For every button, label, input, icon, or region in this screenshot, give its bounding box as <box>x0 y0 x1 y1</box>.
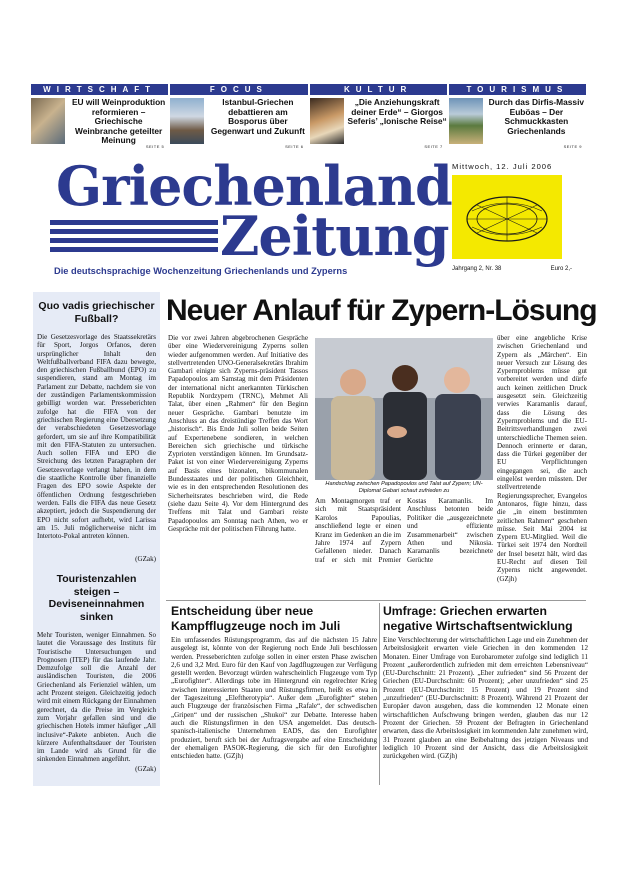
article-body-touristen: Mehr Touristen, weniger Einnahmen. So lautet die Voraussage des Instituts für Touristische Untersuchungen und Prognosen (ITEP) für das laufende Jahr. Demzufolge soll die Anzahl der ausländischen Touristen, die 2006 Griechenland als Ferienziel wählen, um acht Prozent steigen. Gleichzeitig jedoch wird mit einem Rückgang der Einnahmen gerechnet, da die Preise im Vergleich zum Vorjahr gefallen sind und die griechischen Hotels immer häufiger „All inclusive“-Pakete anbieten. Auch die kürzere Aufenthaltsdauer der Touristen im Lande wird als Grund für die sinkenden Einnahmen angeführt. <box>37 631 156 764</box>
teaser-focus[interactable] <box>170 84 307 152</box>
article-body-umfrage: Eine Verschlechterung der wirtschaftlichen Lage und ein Zunehmen der Arbeitslosigkeit erwarten viele Griechen in den kommenden 12 Monaten. Einer Umfrage von Eurobarometer zufolge sind lediglich 11 Prozent „außerordentlich zufrieden mit dem erreichten Lebensniveau“ (EU-Durchschnitt: 21 Prozent). „Eher zufrieden“ sind 56 Prozent der Griechen (EU-Durchschnitt: 60 Prozent); „eher unzufrieden“ sind 25 Prozent (EU-Durchschnitt: 15 Prozent) und 19 Prozent sind „unzufrieden“ (EU-Durchschnitt: 8 Prozent). Während 21 Prozent der Europäer davon ausgehen, dass die kommenden 12 Monate einen wirtschaftlichen Aufschwung bringen werden, glauben das nur 12 Prozent der Griechen. 59 Prozent der Befragten in Griechenland erwarten, dass die Arbeitslosigkeit im kommenden Jahr zunehmen wird, 31 Prozent glauben an eine Beibehaltung des jetzigen Niveaus und lediglich 10 Prozent sind der Ansicht, dass die Arbeitslosigkeit zurückgehen wird. (GZjh) <box>383 636 588 761</box>
photo-caption: Handschlag zwischen Papadopoulos und Talat auf Zypern; UN-Diplomat Gabari schaut zufrieden zu <box>325 481 483 494</box>
section-label: FOCUS <box>170 84 307 95</box>
article-headline-touristen[interactable]: Touristenzahlen steigen – Deviseneinnahmen sinken <box>48 573 145 623</box>
teaser-photo <box>31 98 65 144</box>
lead-body-col1: Die vor zwei Jahren abgebrochenen Gespräche über eine Wiedervereinigung Zyperns sollen wieder aufgenommen werden. Auf Initiative des stellvertretenden UNO-Generalsekretärs Ibrahim Gambari einigte sich Zyperns-präsident Tassos Papadopoulos am Samstag mit dem Präsidenten der international nicht anerkannten Türkischen Republik Nordzypern (TRNC), Mehmet Ali Talat, über einen „Rahmen“ für den Beginn neuer Gespräche. Gambari benutzte im Anschluss an das dreistündige Treffen das Wort „historisch“. Bis Ende Juli sollen beide Seiten auf Expertenebene sondieren, in welchen Bereichen sich griechische und türkische Zyprioten verständigen können. Im Grundsatz-Paket ist von einer Wiedervereinigung Zyperns auf Basis eines bizonalen, bikommunalen Bundesstaates und der politischen Gleichheit, wie es in den entsprechenden Resolutionen des Sicherheitsrates beschrieben wird, die Rede (siehe dazu Seite 4). Vor dem Hintergrund des Treffens mit Talat und Gambari reiste Papadopoulos am Sonntag nach Athen, wo er Gespräche mit der politischen Führung hatte. <box>168 334 308 533</box>
teaser-strip <box>31 84 586 152</box>
issue-info <box>452 162 584 272</box>
article-author: (GZak) <box>135 765 156 773</box>
eu-stars-logo <box>452 175 562 259</box>
article-headline-umfrage[interactable]: Umfrage: Griechen erwarten negative Wirtschaftsentwicklung <box>383 604 573 633</box>
article-author: (GZak) <box>135 555 156 563</box>
teaser-photo <box>449 98 483 144</box>
masthead-stripes <box>50 220 218 260</box>
teaser-headline: Durch das Dirfis-Massiv Euböas – Der Schmuckkasten Griechenlands <box>488 97 585 136</box>
masthead-tagline: Die deutschsprachige Wochenzeitung Griechenlands und Zyperns <box>54 266 348 276</box>
article-headline-fussball[interactable]: Quo vadis griechischer Fußball? <box>38 300 155 325</box>
section-label: TOURISMUS <box>449 84 586 95</box>
lead-headline[interactable]: Neuer Anlauf für Zypern-Lösung <box>166 294 597 327</box>
left-column <box>33 292 160 786</box>
teaser-page-ref: SEITE 9 <box>563 144 582 149</box>
issue-date: Mittwoch, 12. Juli 2006 <box>452 162 553 171</box>
teaser-headline: Istanbul-Griechen debattieren am Bosporus über Gegenwart und Zukunft <box>210 97 305 136</box>
teaser-page-ref: SEITE 6 <box>285 144 304 149</box>
article-headline-kampfflugzeuge[interactable]: Entscheidung über neue Kampfflugzeuge noch im Juli <box>171 604 341 633</box>
issue-price: Euro 2,- <box>550 266 572 272</box>
teaser-tourismus[interactable] <box>449 84 586 152</box>
article-body-kampfflugzeuge: Ein umfassendes Rüstungsprogramm, das auf die nächsten 15 Jahre ausgelegt ist, könnte von der Regierung noch Ende Juli beschlossen werden. Presseberichten zufolge sollen in einer ersten Phase zwischen 2,6 und 3,2 Mrd. Euro für den Kauf von Jagdflugzeugen zur Verfügung gestellt werden. Bevorzugt würden wahrscheinlich Flugzeuge vom Typ „Eurofighter“. Allerdings tobe im Hintergrund ein regelrechter Krieg zwischen interessierten Staaten und Rüstungsfirmen, heißt es etwa in der Tageszeitung „Eleftherotypia“. Außer dem „Eurofighter“ stehen auch Flugzeuge der französischen Firma „Rafale“, der schwedischen „Gripen“ und der russischen „Shukoi“ zur Debatte. Interesse haben auch die Rüstungsfirmen in den USA angemeldet. Das deutsch-spanisch-italienische Unternehmen EADS, das den Eurofighter produziert, beruft sich bei der Auftragsvergabe auf eine Entscheidung der ehemaligen PASOK-Regierung, die sich für den Eurofighter entschieden hatte. (GZjh) <box>171 636 377 761</box>
teaser-page-ref: SEITE 5 <box>145 144 165 149</box>
masthead <box>34 154 452 280</box>
masthead-title-line1: Griechenland <box>56 154 452 218</box>
section-label: KULTUR <box>310 84 447 95</box>
masthead-title-line2: Zeitung <box>220 204 449 268</box>
lead-photo <box>315 338 493 480</box>
section-divider <box>166 600 586 601</box>
teaser-photo <box>310 98 344 144</box>
teaser-kultur[interactable] <box>310 84 447 152</box>
teaser-headline: EU will Weinproduktion reformieren – Griechische Weinbranche geteilter Meinung <box>71 97 166 146</box>
teaser-photo <box>170 98 204 144</box>
issue-number: Jahrgang 2, Nr. 38 <box>452 266 502 272</box>
column-divider <box>379 603 380 785</box>
teaser-page-ref: SEITE 7 <box>424 144 443 149</box>
teaser-headline: „Die Anziehungskraft deiner Erde“ – Giorgos Seferis’ „Ionische Reise“ <box>347 97 447 127</box>
lead-body-col3: über eine angebliche Krise zwischen Griechenland und Zypern als „Märchen“. Ein neuer Versuch zur Lösung des Zypernproblems müsse gut vorbereitet werden und dürfe auch keinen zeitlichen Druck ausgesetzt sein. Gleichzeitig verwies Karamanlis darauf, dass die Lösung des Zypernproblems und die EU-Beitrittsverhandlungen zwei unterschiedliche Themen seien. Dennoch erinnerte er daran, dass die Türkei gegenüber der EU Verpflichtungen eingegangen sei, die auch eingelöst werden müssten. Der stellvertretende Regierungssprecher, Evangelos Antonaros, fügte hinzu, dass die „in einem bestimmten zeitlichen Rahmen“ geschehen müsse. Seit Mai 2004 ist Zypern EU-Mitglied. Weil die Türkei seit 1974 den Nordteil der Insel besetzt hält, wird das EU-Recht auf diesen Teil Zyperns nicht angewendet. (GZjh) <box>497 334 587 583</box>
article-body-fussball: Die Gesetzesvorlage des Staatssekretärs für Sport, Jorgos Orfanos, deren ursprünglicher Inhalt den Weltfußballverband FIFA dazu bewegte, den griechischen Fußballbund (EPO) zu suspendieren, stand am Montag im Parlament zur Debatte, nachdem sie von der zuständigen Parlamentskommission gebilligt worden war. Presseberichten zufolge hat die FIFA von der griechischen Regierung eine Übersetzung der verabschiedeten Gesetzesvorlage gefordert, um sie auf ihre Kompatibilität mit den FIFA-Statuten zu untersuchen. Auch sollen FIFA und EPO die Streichung des letzten Paragraphen der Gesetzesvorlage verlangt haben, in dem die staatliche Kontrolle über finanzielle Fragen des EPO sowie Aspekte der öffentlichen Ordnung festgeschrieben werden. Falls die FIFA das neue Gesetz akzeptiert, jedoch die Suspendierung der EPO nicht sofort aufhebt, wird Larissa am 15. Juli möglicherweise nicht im Intertoto-Pokal antreten können. <box>37 333 156 541</box>
section-label: WIRTSCHAFT <box>31 84 168 95</box>
lead-body-col2: Am Montagmorgen traf er sich mit Staatspräsident Karolos Papoulias, anschließend legte er einen Kranz im Gedenken an die im Jahre 1974 auf Zypern Gefallenen nieder. Danach traf er sich mit Premier Kostas Karamanlis. Im Anschluss betonten beide Politiker die „ausgezeichnete und effiziente Zusammenarbeit“ zwischen Athen und Nikosia. Karamanlis bezeichnete Gerüchte <box>315 497 493 564</box>
teaser-wirtschaft[interactable] <box>31 84 168 152</box>
